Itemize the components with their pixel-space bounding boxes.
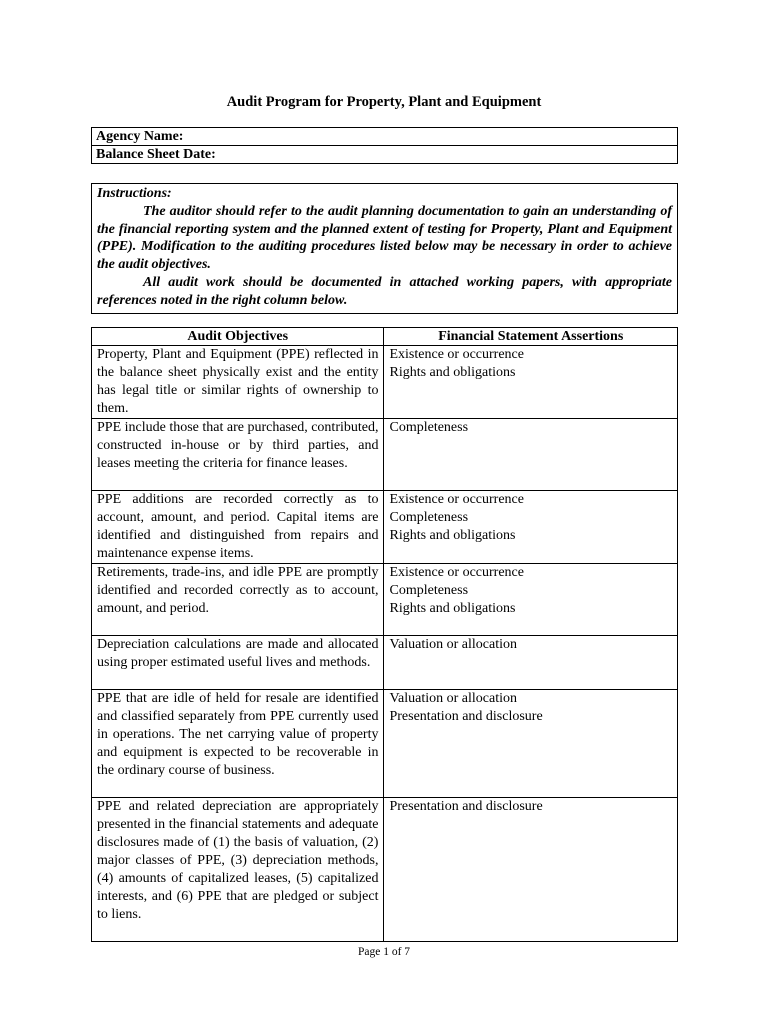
assertion-item: Rights and obligations (389, 528, 516, 543)
table-row (92, 419, 678, 491)
assertion-item: Valuation or allocation (389, 691, 518, 706)
assertion-item: Rights and obligations (389, 601, 516, 616)
assertion-item: Existence or occurrence (389, 347, 524, 362)
assertion-item: Completeness (389, 510, 469, 525)
column-header-assertions: Financial Statement Assertions (384, 328, 678, 346)
assertion-item: Existence or occurrence (389, 492, 524, 507)
assertions-cell (384, 564, 678, 636)
objective-cell: PPE and related depreciation are appropriately presented in the financial statements and adequate disclosures made of (1) the basis of valuation, (2) major classes of PPE, (3) depreciation methods, (4) amounts of capitalized leases, (5) capitalized interests, and (6) PPE that are pledged or subject to liens. (92, 798, 384, 942)
assertions-cell (384, 346, 678, 419)
table-header-row (92, 328, 678, 346)
table-row (92, 346, 678, 419)
page-number: Page 1 of 7 (357, 946, 411, 958)
assertions-cell (384, 636, 678, 690)
assertion-item: Presentation and disclosure (389, 799, 543, 814)
instructions-heading: Instructions: (97, 186, 172, 201)
instructions-paragraph-1: The auditor should refer to the audit planning documentation to gain an understanding of the financial reporting system and the planned extent of testing for Property, Plant and Equipment (PPE). Modification to the auditing procedures listed below may be necessary in order to achieve the audit objectives. (97, 203, 672, 273)
assertion-item: Completeness (389, 420, 469, 435)
assertions-cell (384, 798, 678, 942)
header-fields-box (91, 127, 678, 164)
table-row (92, 491, 678, 564)
instructions-box (91, 183, 678, 314)
table-row (92, 564, 678, 636)
document-title: Audit Program for Property, Plant and Equipment (226, 94, 542, 110)
audit-objectives-table (91, 327, 678, 942)
instructions-paragraph-2: All audit work should be documented in attached working papers, with appropriate references noted in the right column below. (97, 274, 672, 308)
assertion-item: Rights and obligations (389, 365, 516, 380)
assertion-item: Existence or occurrence (389, 565, 524, 580)
agency-name-field: Agency Name: (96, 129, 184, 144)
assertion-item: Valuation or allocation (389, 637, 518, 652)
assertions-cell (384, 419, 678, 491)
assertion-item: Completeness (389, 583, 469, 598)
balance-sheet-date-field: Balance Sheet Date: (92, 145, 677, 163)
objective-cell: PPE include those that are purchased, contributed, constructed in-house or by third parties, and leases meeting the criteria for finance leases. (92, 419, 384, 491)
objective-cell: Retirements, trade-ins, and idle PPE are promptly identified and recorded correctly as to account, amount, and period. (92, 564, 384, 636)
column-header-audit-objectives: Audit Objectives (92, 328, 384, 346)
objective-cell: Depreciation calculations are made and allocated using proper estimated useful lives and methods. (92, 636, 384, 690)
objective-cell: Property, Plant and Equipment (PPE) reflected in the balance sheet physically exist and the entity has legal title or similar rights of ownership to them. (92, 346, 384, 419)
assertion-item: Presentation and disclosure (389, 709, 543, 724)
objective-cell: PPE that are idle of held for resale are identified and classified separately from PPE currently used in operations. The net carrying value of property and equipment is expected to be recoverable in the ordinary course of business. (92, 690, 384, 798)
assertions-cell (384, 491, 678, 564)
table-row (92, 636, 678, 690)
objective-cell: PPE additions are recorded correctly as to account, amount, and period. Capital items are identified and distinguished from repairs and maintenance expense items. (92, 491, 384, 564)
table-row (92, 798, 678, 942)
table-row (92, 690, 678, 798)
assertions-cell (384, 690, 678, 798)
